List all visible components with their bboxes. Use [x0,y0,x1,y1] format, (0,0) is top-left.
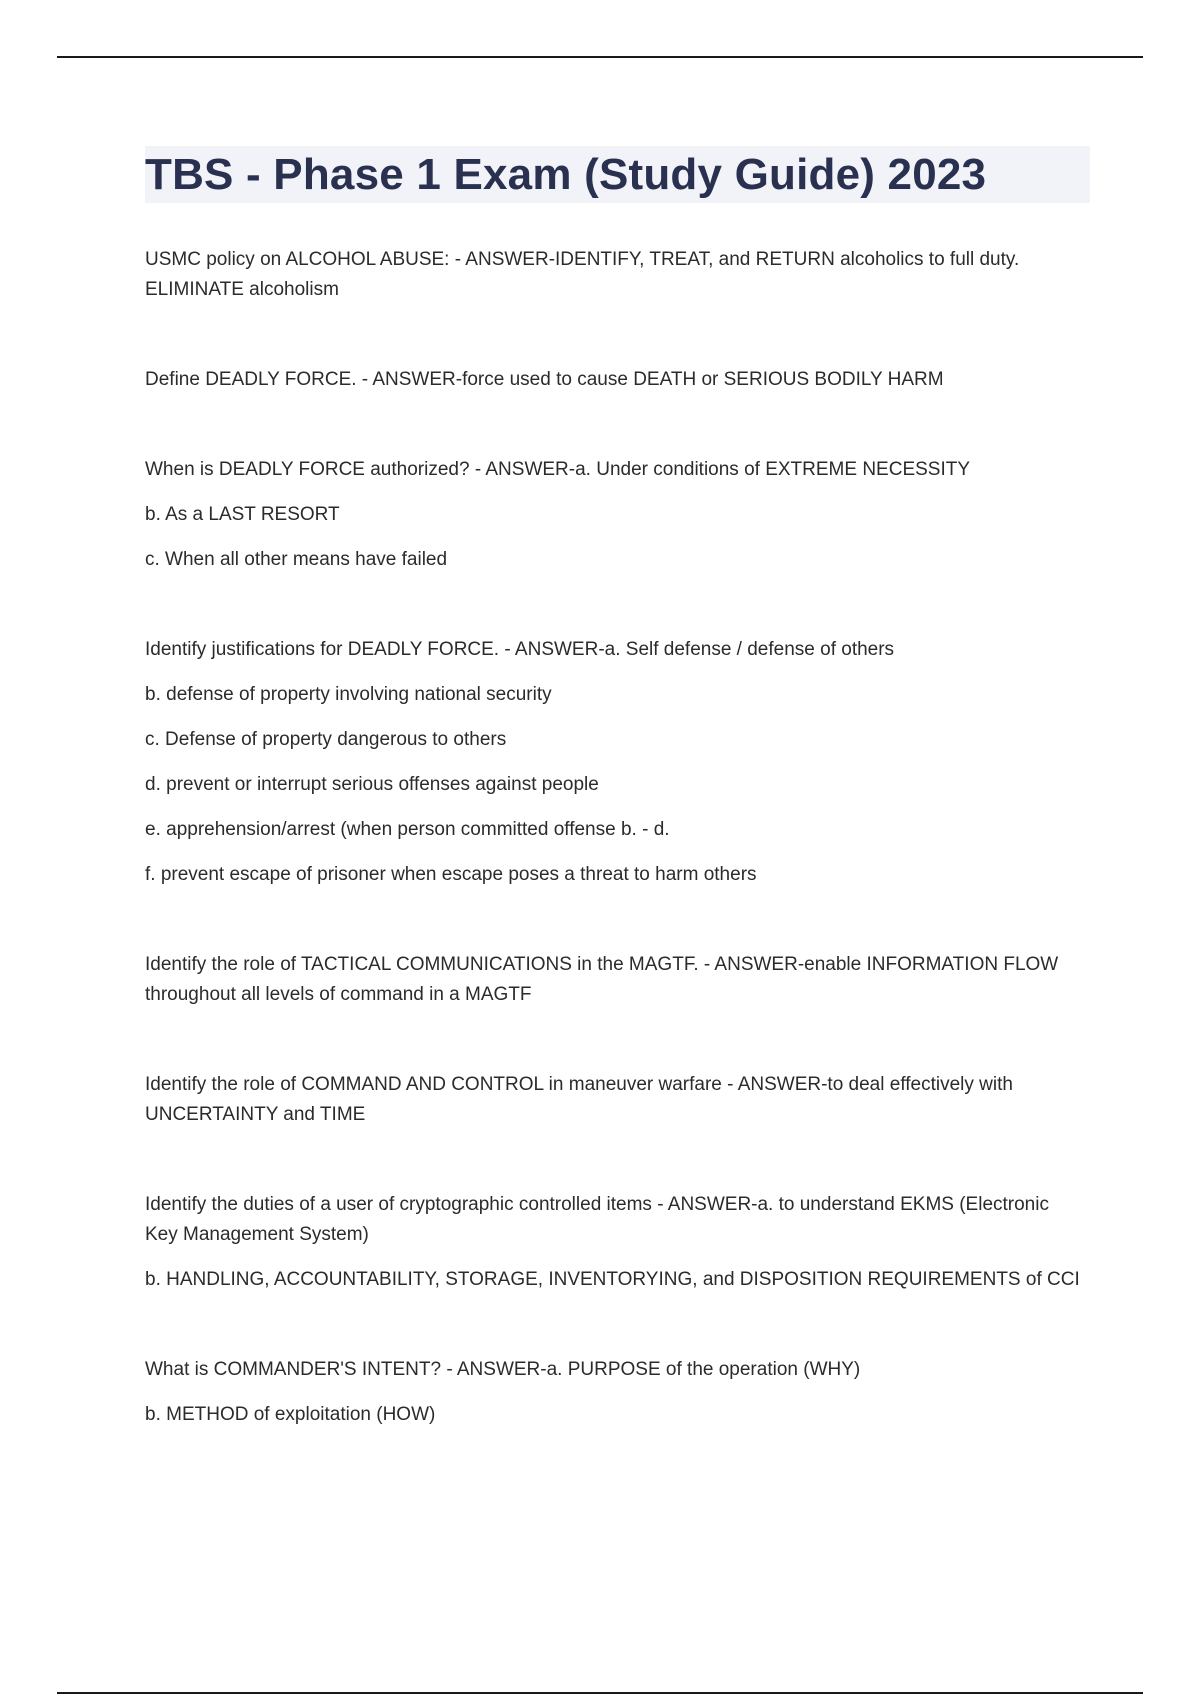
qa-item-deadly-force-definition [145,365,1085,395]
qa-question-answer: Identify the duties of a user of cryptographic controlled items - ANSWER-a. to understand EKMS (Electronic Key Management System) [145,1194,1049,1245]
qa-answer-line: c. Defense of property dangerous to others [145,729,507,750]
qa-item-cryptographic-duties [145,1190,1085,1295]
qa-answer-line: f. prevent escape of prisoner when escape poses a threat to harm others [145,864,757,885]
qa-answer-line: b. METHOD of exploitation (HOW) [145,1404,436,1425]
qa-answer-line: d. prevent or interrupt serious offenses against people [145,774,599,795]
qa-item-deadly-force-authorized [145,455,1085,575]
qa-item-command-and-control [145,1070,1085,1130]
qa-question-answer: Identify the role of COMMAND AND CONTROL in maneuver warfare - ANSWER-to deal effectively with UNCERTAINTY and TIME [145,1074,1013,1125]
page-title: TBS - Phase 1 Exam (Study Guide) 2023 [145,150,987,199]
qa-answer-line: b. HANDLING, ACCOUNTABILITY, STORAGE, INVENTORYING, and DISPOSITION REQUIREMENTS of CCI [145,1269,1080,1290]
title-highlight [145,146,1090,203]
qa-item-deadly-force-justifications [145,635,1085,890]
qa-question-answer: What is COMMANDER'S INTENT? - ANSWER-a. PURPOSE of the operation (WHY) [145,1359,861,1380]
qa-question-answer: Identify justifications for DEADLY FORCE. - ANSWER-a. Self defense / defense of others [145,639,895,660]
qa-answer-line: b. As a LAST RESORT [145,504,340,525]
qa-answer-line: c. When all other means have failed [145,549,448,570]
bottom-divider [57,1692,1143,1694]
top-divider [57,56,1143,58]
qa-item-commanders-intent [145,1355,1085,1430]
qa-item-tactical-communications [145,950,1085,1010]
qa-list [145,245,1085,1490]
qa-question-answer: Identify the role of TACTICAL COMMUNICATIONS in the MAGTF. - ANSWER-enable INFORMATION FLOW throughout all levels of command in a MAGTF [145,954,1059,1005]
qa-question-answer: Define DEADLY FORCE. - ANSWER-force used to cause DEATH or SERIOUS BODILY HARM [145,369,944,390]
qa-answer-line: b. defense of property involving national security [145,684,552,705]
qa-answer-line: e. apprehension/arrest (when person committed offense b. - d. [145,819,670,840]
qa-question-answer: When is DEADLY FORCE authorized? - ANSWER-a. Under conditions of EXTREME NECESSITY [145,459,971,480]
qa-item-alcohol-abuse [145,245,1085,305]
qa-question-answer: USMC policy on ALCOHOL ABUSE: - ANSWER-IDENTIFY, TREAT, and RETURN alcoholics to full duty. ELIMINATE alcoholism [145,249,1020,300]
